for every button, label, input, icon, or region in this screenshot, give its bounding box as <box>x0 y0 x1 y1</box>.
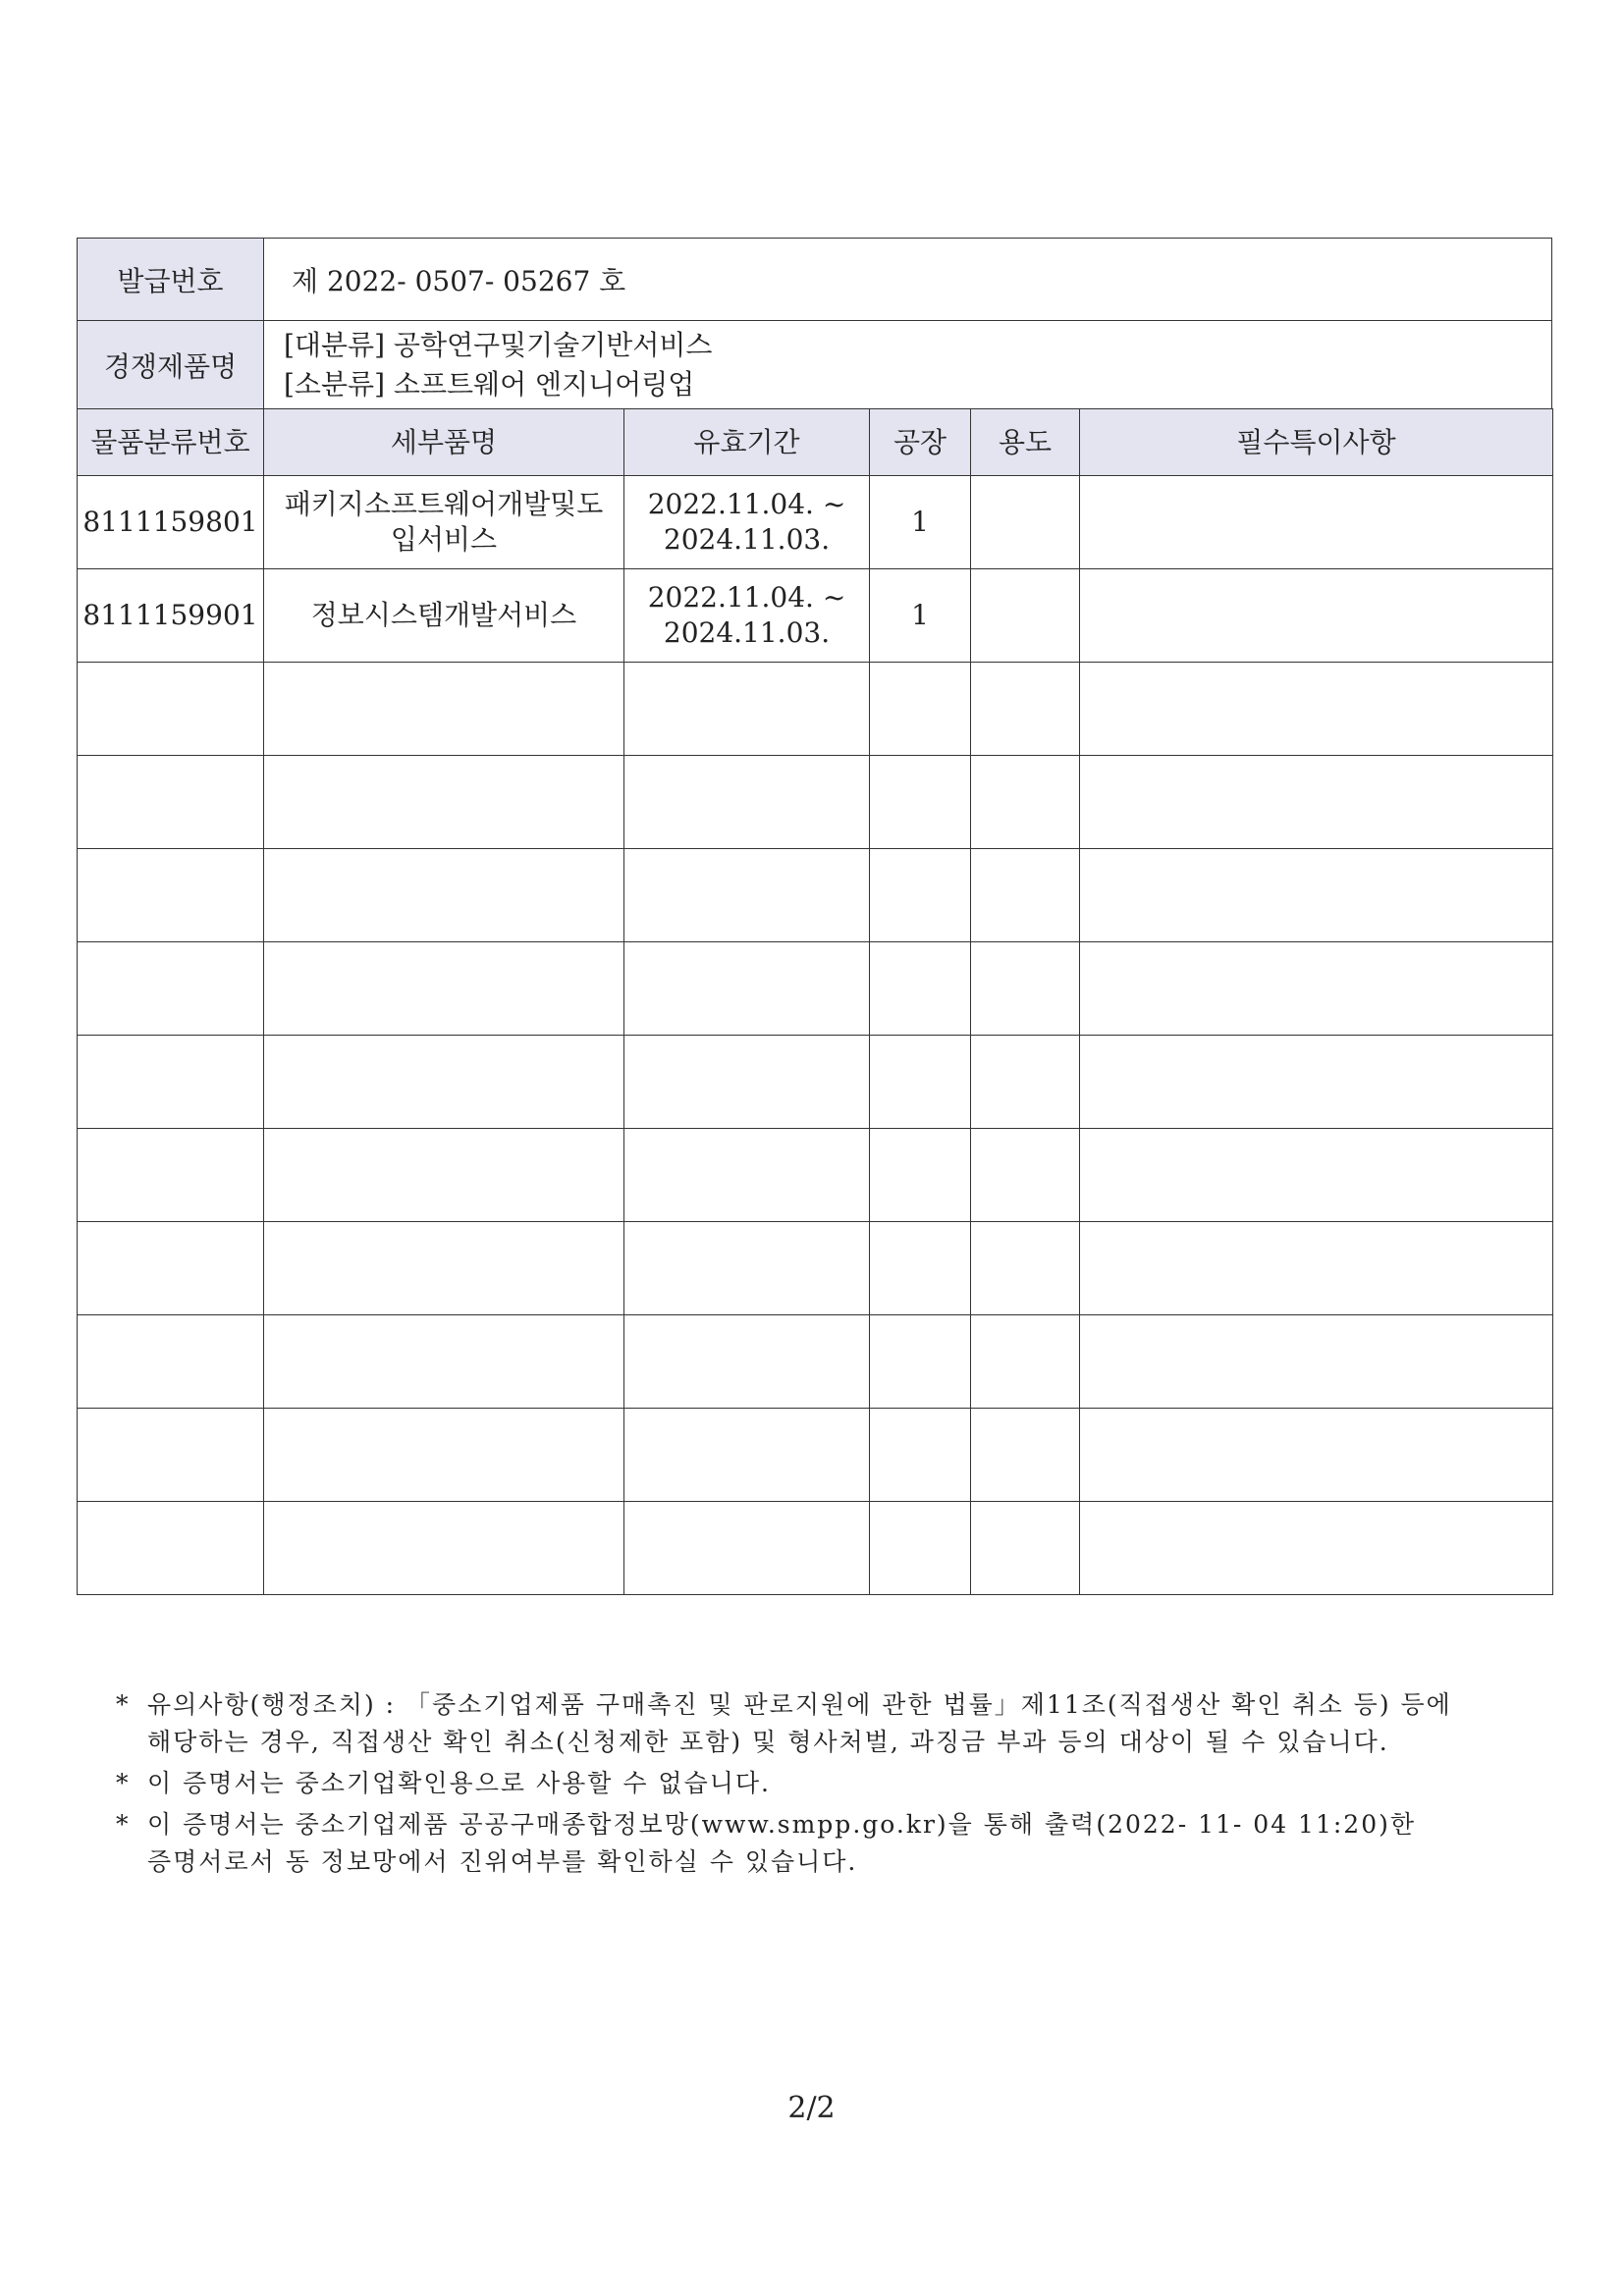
notice-line: 이 증명서는 중소기업확인용으로 사용할 수 없습니다. <box>147 1769 771 1797</box>
item-code: 8111159901 <box>78 569 264 663</box>
empty-cell <box>624 849 870 942</box>
empty-cell <box>971 1222 1080 1315</box>
empty-cell <box>264 1409 624 1502</box>
item-name <box>264 569 624 663</box>
header-required-notes: 필수특이사항 <box>1080 409 1553 476</box>
empty-cell <box>1080 756 1553 849</box>
empty-cell <box>870 1129 971 1222</box>
item-code: 8111159801 <box>78 476 264 569</box>
empty-cell <box>1080 1222 1553 1315</box>
header-use: 용도 <box>971 409 1080 476</box>
empty-table-row <box>78 1409 1553 1502</box>
valid-period-end: 2024.11.03. <box>663 616 831 649</box>
empty-cell <box>1080 1409 1553 1502</box>
empty-cell <box>78 756 264 849</box>
empty-cell <box>78 942 264 1036</box>
page-number: 2/2 <box>787 2091 836 2125</box>
empty-cell <box>264 1129 624 1222</box>
valid-period-start: 2022.11.04. ~ <box>647 488 846 520</box>
issue-number-row <box>78 239 1551 321</box>
empty-table-row <box>78 849 1553 942</box>
table-row <box>78 569 1553 663</box>
empty-cell <box>1080 1502 1553 1595</box>
notice-item <box>116 1765 1559 1802</box>
empty-cell <box>870 942 971 1036</box>
header-item-code: 물품분류번호 <box>78 409 264 476</box>
empty-cell <box>1080 1315 1553 1409</box>
valid-period-start: 2022.11.04. ~ <box>647 581 846 614</box>
notice-bullet: * <box>116 1810 131 1839</box>
empty-cell <box>624 1502 870 1595</box>
empty-table-row <box>78 1129 1553 1222</box>
valid-period-end: 2024.11.03. <box>663 523 831 556</box>
empty-cell <box>971 1502 1080 1595</box>
empty-cell <box>971 1036 1080 1129</box>
empty-cell <box>1080 942 1553 1036</box>
header-valid-period: 유효기간 <box>624 409 870 476</box>
required-notes-cell <box>1080 569 1553 663</box>
empty-cell <box>264 1502 624 1595</box>
empty-cell <box>870 1502 971 1595</box>
empty-cell <box>624 1036 870 1129</box>
empty-cell <box>870 756 971 849</box>
use-cell <box>971 569 1080 663</box>
empty-cell <box>971 663 1080 756</box>
issue-number-value: 제 2022- 0507- 05267 호 <box>292 264 626 297</box>
empty-cell <box>870 1036 971 1129</box>
notice-item <box>116 1686 1559 1761</box>
empty-cell <box>78 849 264 942</box>
table-header-row <box>78 409 1553 476</box>
empty-cell <box>870 663 971 756</box>
item-name-line1: 패키지소프트웨어개발및도 <box>284 488 604 520</box>
empty-cell <box>870 1315 971 1409</box>
empty-cell <box>971 1315 1080 1409</box>
notice-line: 이 증명서는 중소기업제품 공공구매종합정보망(www.smpp.go.kr)을 통해 출력(2022- 11- 04 11:20)한 <box>147 1810 1417 1839</box>
empty-cell <box>971 942 1080 1036</box>
empty-cell <box>624 663 870 756</box>
empty-cell <box>870 1222 971 1315</box>
empty-table-row <box>78 1502 1553 1595</box>
empty-table-row <box>78 1222 1553 1315</box>
notice-bullet: * <box>116 1769 131 1797</box>
factory-count: 1 <box>870 569 971 663</box>
empty-cell <box>78 1502 264 1595</box>
empty-cell <box>624 1409 870 1502</box>
empty-cell <box>78 1222 264 1315</box>
empty-cell <box>624 942 870 1036</box>
empty-cell <box>264 1315 624 1409</box>
empty-cell <box>624 1315 870 1409</box>
empty-cell <box>264 756 624 849</box>
empty-table-row <box>78 942 1553 1036</box>
notice-bullet: * <box>116 1690 131 1719</box>
valid-period <box>624 476 870 569</box>
empty-cell <box>870 1409 971 1502</box>
empty-cell <box>78 1036 264 1129</box>
empty-cell <box>78 1129 264 1222</box>
empty-table-row <box>78 756 1553 849</box>
certificate-header-table <box>77 238 1552 409</box>
issue-number-label: 발급번호 <box>78 239 264 320</box>
required-notes-cell <box>1080 476 1553 569</box>
empty-cell <box>971 1409 1080 1502</box>
item-name-line2: 입서비스 <box>390 523 498 556</box>
empty-cell <box>264 942 624 1036</box>
empty-cell <box>1080 663 1553 756</box>
factory-count: 1 <box>870 476 971 569</box>
notice-line: 증명서로서 동 정보망에서 진위여부를 확인하실 수 있습니다. <box>147 1847 858 1876</box>
empty-cell <box>264 663 624 756</box>
notice-item <box>116 1806 1559 1881</box>
notice-line: 해당하는 경우, 직접생산 확인 취소(신청제한 포함) 및 형사처벌, 과징금 부과 등의 대상이 될 수 있습니다. <box>147 1728 1389 1756</box>
table-row <box>78 476 1553 569</box>
valid-period <box>624 569 870 663</box>
product-name-value <box>264 321 712 408</box>
empty-cell <box>1080 1129 1553 1222</box>
empty-cell <box>971 1129 1080 1222</box>
empty-table-row <box>78 1036 1553 1129</box>
empty-cell <box>624 1222 870 1315</box>
empty-cell <box>971 849 1080 942</box>
empty-cell <box>870 849 971 942</box>
empty-cell <box>624 756 870 849</box>
product-items-table <box>77 408 1553 1595</box>
empty-cell <box>1080 1036 1553 1129</box>
notice-section <box>116 1686 1559 1885</box>
empty-cell <box>78 1409 264 1502</box>
empty-cell <box>264 1222 624 1315</box>
empty-cell <box>78 663 264 756</box>
empty-table-row <box>78 663 1553 756</box>
header-factory: 공장 <box>870 409 971 476</box>
empty-table-row <box>78 1315 1553 1409</box>
product-name-row <box>78 321 1551 409</box>
major-category: [대분류] 공학연구및기술기반서비스 <box>284 328 713 361</box>
product-name-label: 경쟁제품명 <box>78 321 264 408</box>
empty-cell <box>1080 849 1553 942</box>
notice-line: 유의사항(행정조치) : 「중소기업제품 구매촉진 및 판로지원에 관한 법률」제11조(직접생산 확인 취소 등) 등에 <box>147 1690 1452 1719</box>
item-name-line1: 정보시스템개발서비스 <box>310 599 577 631</box>
item-name <box>264 476 624 569</box>
empty-cell <box>78 1315 264 1409</box>
use-cell <box>971 476 1080 569</box>
empty-cell <box>264 1036 624 1129</box>
empty-cell <box>624 1129 870 1222</box>
header-item-name: 세부품명 <box>264 409 624 476</box>
empty-cell <box>264 849 624 942</box>
empty-cell <box>971 756 1080 849</box>
minor-category: [소분류] 소프트웨어 엔지니어링업 <box>284 367 695 400</box>
